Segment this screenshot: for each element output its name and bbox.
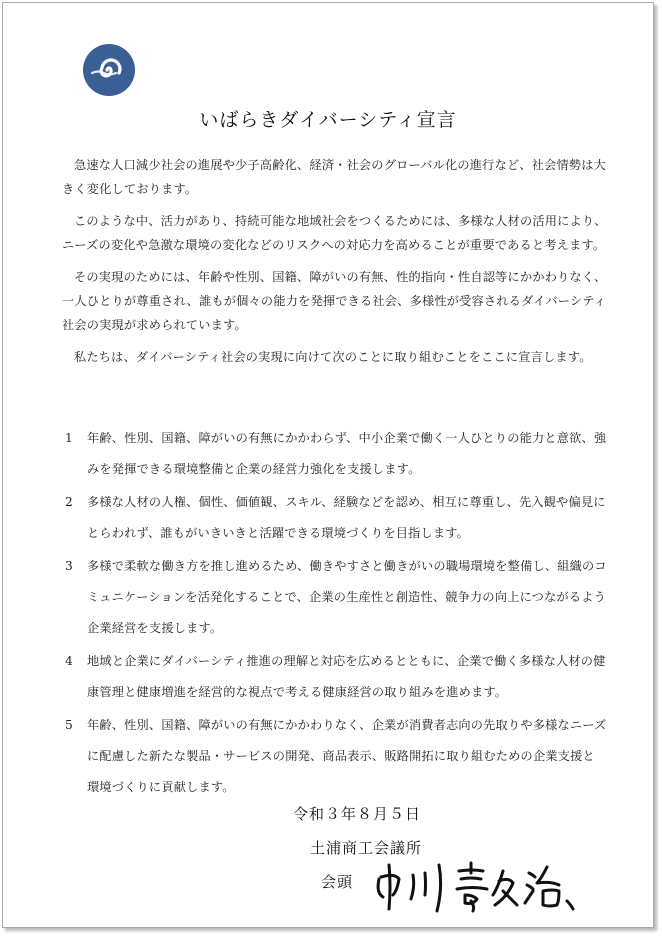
list-item	[62, 551, 607, 644]
handwritten-signature	[371, 857, 581, 915]
declaration-date: 令和３年８月５日	[293, 805, 422, 823]
item-number: 2	[65, 495, 73, 509]
item-number: 1	[65, 431, 73, 445]
paragraph: このような中、活力があり、持続可能な地域社会をつくるためには、多様な人材の活用により、ニーズの変化や急激な環境の変化などのリスクへの対応力を高めることが重要であると考えます。	[62, 214, 607, 252]
list-item	[62, 487, 607, 549]
organization-name: 土浦商工会議所	[310, 839, 423, 857]
signer-role: 会頭	[321, 873, 354, 891]
item-text: 年齢、性別、国籍、障がいの有無にかかわりなく、企業が消費者志向の先取りや多様なニーズに配慮した新たな製品・サービスの開発、商品表示、販路開拓に取り組むための企業支援と環境づくりに貢献します。	[87, 718, 607, 794]
list-item	[62, 423, 607, 485]
item-text: 地域と企業にダイバーシティ推進の理解と対応を広めるとともに、企業で働く多様な人材の健康管理と健康増進を経営的な視点で考える健康経営の取り組みを進めます。	[87, 654, 606, 699]
item-text: 多様で柔軟な働き方を推し進めるため、働きやすさと働きがいの職場環境を整備し、組織のコミュニケーションを活発化することで、企業の生産性と創造性、競争力の向上につながるよう企業経営を支援します。	[87, 559, 607, 635]
item-number: 5	[65, 718, 73, 732]
item-text: 多様な人材の人権、個性、価値観、スキル、経験などを認め、相互に尊重し、先入観や偏見にとらわれず、誰もがいきいきと活躍できる環境づくりを目指します。	[87, 495, 606, 540]
item-number: 4	[65, 654, 73, 668]
document-page	[2, 2, 654, 928]
paragraph: その実現のためには、年齢や性別、国籍、障がいの有無、性的指向・性自認等にかかわりなく、一人ひとりが尊重され、誰もが個々の能力を発揮できる社会、多様性が受容されるダイバーシティ社会の実現が求められています。	[62, 270, 607, 332]
paragraph: 急速な人口減少社会の進展や少子高齢化、経済・社会のグローバル化の進行など、社会情勢は大きく変化しております。	[62, 158, 607, 196]
item-text: 年齢、性別、国籍、障がいの有無にかかわらず、中小企業で働く一人ひとりの能力と意欲、強みを発揮できる環境整備と企業の経営力強化を支援します。	[87, 431, 607, 476]
spiral-logo-icon	[82, 43, 136, 97]
declaration-list	[62, 423, 607, 805]
item-number: 3	[65, 559, 73, 573]
list-item	[62, 646, 607, 708]
preamble	[62, 153, 607, 377]
list-item	[62, 710, 607, 803]
page-title: いばらきダイバーシティ宣言	[199, 109, 457, 131]
paragraph: 私たちは、ダイバーシティ社会の実現に向けて次のことに取り組むことをここに宣言します。	[74, 350, 592, 364]
